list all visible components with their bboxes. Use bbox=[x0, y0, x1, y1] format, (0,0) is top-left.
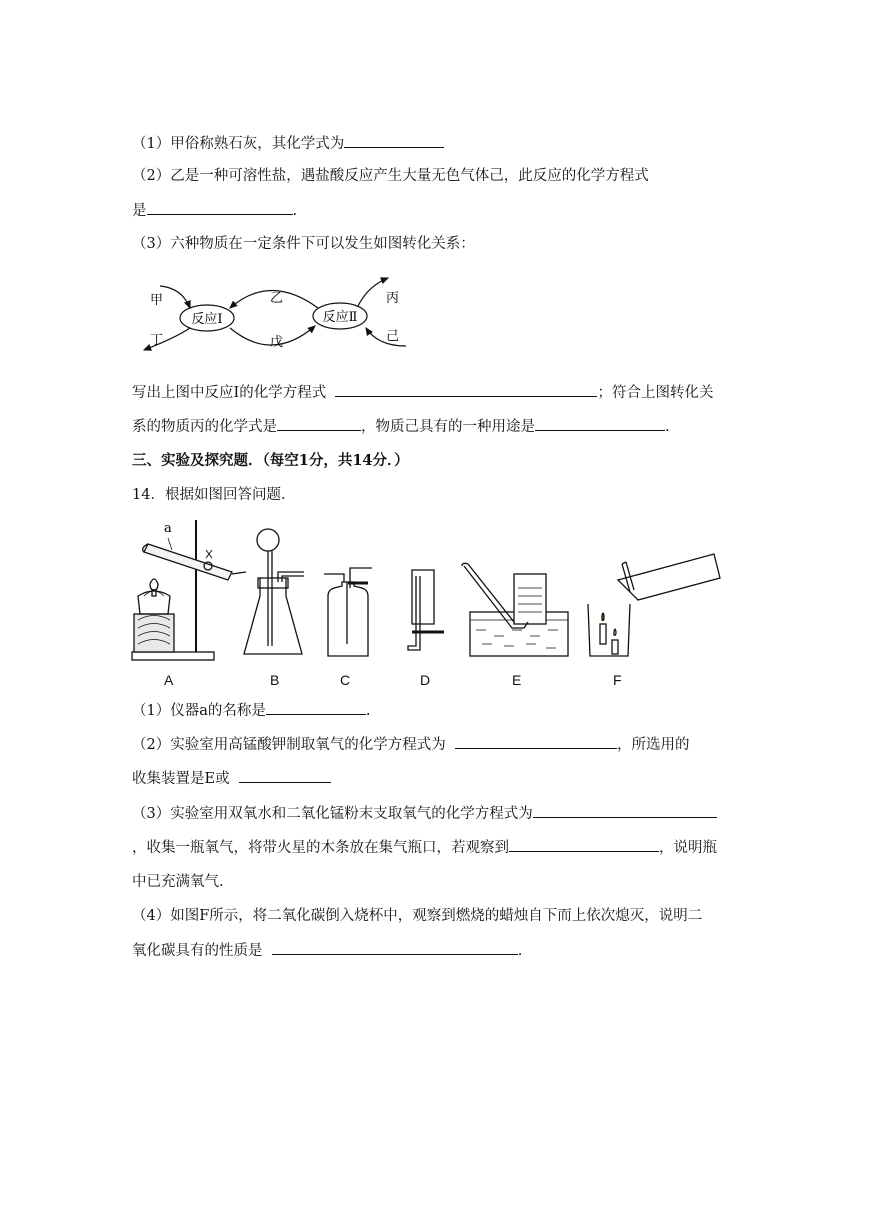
label-F: F bbox=[613, 672, 622, 688]
apparatus-d bbox=[408, 570, 444, 650]
label-D: D bbox=[420, 672, 431, 688]
q13-part4-text2: 系的物质丙的化学式是 bbox=[132, 419, 277, 435]
apparatus-f bbox=[588, 554, 720, 656]
q14-part3-line3: 中已充满氧气. bbox=[132, 874, 224, 890]
lab-apparatus-figure bbox=[128, 516, 728, 666]
q13-part4-text: 写出上图中反应Ⅰ的化学方程式 bbox=[132, 385, 327, 401]
period: . bbox=[517, 943, 523, 959]
section3-heading: 三、实验及探究题．（每空1分，共14分．） bbox=[132, 452, 409, 469]
q13-part3-text: （3）六种物质在一定条件下可以发生如图转化关系： bbox=[132, 236, 475, 252]
period: . bbox=[292, 203, 298, 219]
label-bing: 丙 bbox=[386, 291, 400, 306]
q14-part3-line1 bbox=[132, 803, 717, 824]
answer-blank[interactable] bbox=[239, 768, 331, 783]
reaction1-label: 反应Ⅰ bbox=[191, 312, 223, 327]
answer-blank[interactable] bbox=[266, 700, 366, 715]
answer-blank[interactable] bbox=[535, 416, 665, 431]
apparatus-b bbox=[244, 529, 304, 654]
answer-blank[interactable] bbox=[272, 940, 518, 955]
answer-blank[interactable] bbox=[509, 837, 659, 852]
label-E: E bbox=[512, 672, 522, 688]
label-ding: 丁 bbox=[150, 333, 164, 348]
q13-part4-text3: ，物质己具有的一种用途是 bbox=[361, 419, 535, 435]
answer-blank[interactable] bbox=[533, 803, 717, 818]
q14-stem: 14．根据如图回答问题． bbox=[132, 487, 296, 503]
period: . bbox=[665, 419, 670, 435]
label-C: C bbox=[340, 672, 351, 688]
label-A: A bbox=[164, 672, 174, 688]
q14-part2-line1 bbox=[132, 734, 689, 755]
transformation-diagram bbox=[130, 268, 420, 368]
apparatus-e bbox=[462, 563, 568, 656]
q14-part2-line2 bbox=[132, 768, 331, 789]
arrow-jia bbox=[160, 286, 190, 308]
label-wu: 戊 bbox=[270, 335, 284, 350]
q13-part4-line2 bbox=[132, 416, 670, 437]
q14-part3-line2 bbox=[132, 837, 717, 858]
q14-part3-text3: ，说明瓶 bbox=[659, 840, 717, 856]
label-yi: 乙 bbox=[270, 291, 284, 306]
q13-part1 bbox=[132, 133, 444, 154]
q13-part2-line2 bbox=[132, 200, 297, 221]
q14-part2-text2: 收集装置是E或 bbox=[132, 771, 230, 787]
label-B: B bbox=[270, 672, 280, 688]
answer-blank[interactable] bbox=[335, 382, 597, 397]
label-ji: 己 bbox=[386, 329, 400, 344]
q14-part3-text2: ，收集一瓶氧气，将带火星的木条放在集气瓶口，若观察到 bbox=[132, 840, 509, 856]
q14-part1-text: （1）仪器a的名称是 bbox=[132, 703, 266, 719]
reaction2-label: 反应Ⅱ bbox=[322, 310, 358, 325]
answer-blank[interactable] bbox=[147, 200, 293, 215]
label-jia: 甲 bbox=[150, 293, 164, 308]
q13-part4-line1 bbox=[132, 382, 713, 403]
q14-part2-text: （2）实验室用高锰酸钾制取氧气的化学方程式为 bbox=[132, 737, 446, 753]
answer-blank[interactable] bbox=[344, 133, 444, 148]
q13-part4-tail: ；符合上图转化关 bbox=[597, 385, 714, 401]
arrow-bing bbox=[358, 278, 388, 306]
q14-part3-text: （3）实验室用双氧水和二氧化锰粉末支取氧气的化学方程式为 bbox=[132, 806, 533, 822]
apparatus-c bbox=[324, 568, 372, 656]
q13-part2-line1: （2）乙是一种可溶性盐，遇盐酸反应产生大量无色气体己，此反应的化学方程式 bbox=[132, 168, 649, 184]
q14-part4-line2 bbox=[132, 940, 522, 961]
label-a-instrument: a bbox=[164, 521, 172, 536]
q14-part1 bbox=[132, 700, 370, 721]
answer-blank[interactable] bbox=[455, 734, 617, 749]
q14-part4-line1: （4）如图F所示，将二氧化碳倒入烧杯中，观察到燃烧的蜡烛自下而上依次熄灭，说明二 bbox=[132, 908, 703, 924]
q13-part2-prefix: 是 bbox=[132, 203, 147, 219]
apparatus-a bbox=[132, 520, 246, 660]
q14-part2-tail: ，所选用的 bbox=[616, 737, 690, 753]
period: . bbox=[365, 703, 371, 719]
answer-blank[interactable] bbox=[277, 416, 361, 431]
q13-part1-text: （1）甲俗称熟石灰，其化学式为 bbox=[132, 136, 345, 152]
q14-part4-text: 氧化碳具有的性质是 bbox=[132, 943, 263, 959]
